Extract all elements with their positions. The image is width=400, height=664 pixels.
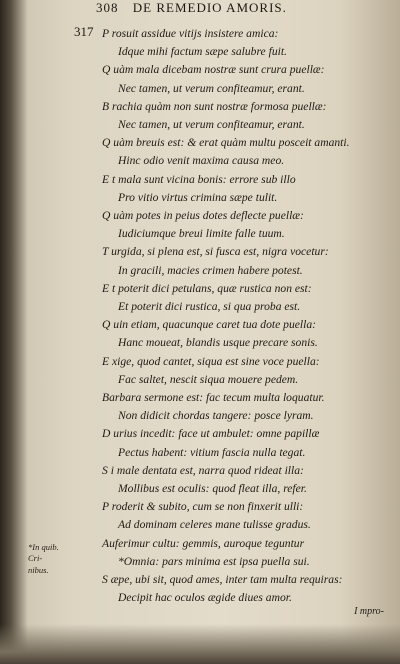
verse-line: Idque mihi factum sæpe salubre fuit.	[118, 45, 287, 59]
page-number: 308	[96, 0, 119, 15]
verse-line: Ad dominam celeres mane tulisse gradus.	[118, 518, 311, 532]
verse-line: E xige, quod cantet, siqua est sine voce puella:	[102, 354, 320, 368]
catchword: I mpro-	[354, 606, 384, 617]
verse-line: D urius incedit: face ut ambulet: omne papillæ	[102, 427, 320, 441]
verse-line: S i male dentata est, narra quod rideat illa:	[102, 463, 304, 477]
verse-line: P roderit & subito, cum se non finxerit ulli:	[102, 500, 304, 514]
verse-line: Fac saltet, nescit siqua mouere pedem.	[118, 372, 299, 386]
verse-line: In gracili, macies crimen habere potest.	[118, 263, 303, 277]
verse-line: Nec tamen, ut verum confiteamur, erant.	[118, 118, 305, 131]
verse-line: P rosuit assidue vitijs insistere amica:	[102, 27, 279, 40]
verse-line: Et poterit dici rustica, si qua proba est.	[118, 300, 301, 313]
page-bottom-shadow	[0, 624, 400, 664]
verse-line: E t poterit dici petulans, quæ rustica non est:	[102, 281, 312, 295]
verse-line: Pro vitio virtus crimina sæpe tulit.	[118, 190, 278, 204]
verse-line: Iudiciumque breui limite falle tuum.	[118, 227, 285, 241]
margin-note: *In quib. Cri- nibus.	[28, 542, 59, 575]
page-gutter-shadow	[0, 0, 28, 664]
verse-line: Q uàm breuis est: & erat quàm multu posceit amanti.	[102, 136, 350, 150]
verse-line: E t mala sunt vicina bonis: errore sub illo	[102, 172, 296, 186]
verse-line: S æpe, ubi sit, quod ames, inter tam multa requiras:	[102, 573, 343, 586]
verse-line: Q uàm mala dicebam nostræ sunt crura puellæ:	[102, 63, 325, 77]
verse-line: Decipit hac oculos ægide diues amor.	[118, 591, 292, 605]
running-title: DE REMEDIO AMORIS.	[132, 0, 287, 15]
verse-line: T urgida, si plena est, si fusca est, nigra vocetur:	[102, 245, 329, 259]
verse-line: B rachia quàm non sunt nostræ formosa puellæ:	[102, 99, 327, 113]
verse-line: Q uàm potes in peius dotes deflecte puellæ:	[102, 209, 304, 222]
line-number: 317	[74, 24, 94, 39]
verse-line: Mollibus est oculis: quod fleat illa, refer.	[118, 482, 307, 495]
verse-line: *Omnia: pars minima est ipsa puella sui.	[118, 554, 310, 568]
verse-line: Hanc moueat, blandis usque precare sonis.	[118, 336, 318, 350]
verse-line: Pectus habent: vitium fascia nulla tegat.	[118, 445, 306, 459]
running-header	[96, 0, 287, 16]
verse-line: Auferimur cultu: gemmis, auroque teguntur	[102, 536, 305, 550]
verse-line: Q uin etiam, quacunque caret tua dote puella:	[102, 318, 317, 332]
verse-line: Hinc odio venit maxima causa meo.	[118, 154, 285, 168]
verse-line: Barbara sermone est: fac tecum multa loquatur.	[102, 391, 325, 404]
verse-line: Nec tamen, ut verum confiteamur, erant.	[118, 81, 305, 95]
verse-line: Non didicit chordas tangere: posce lyram.	[118, 409, 314, 423]
